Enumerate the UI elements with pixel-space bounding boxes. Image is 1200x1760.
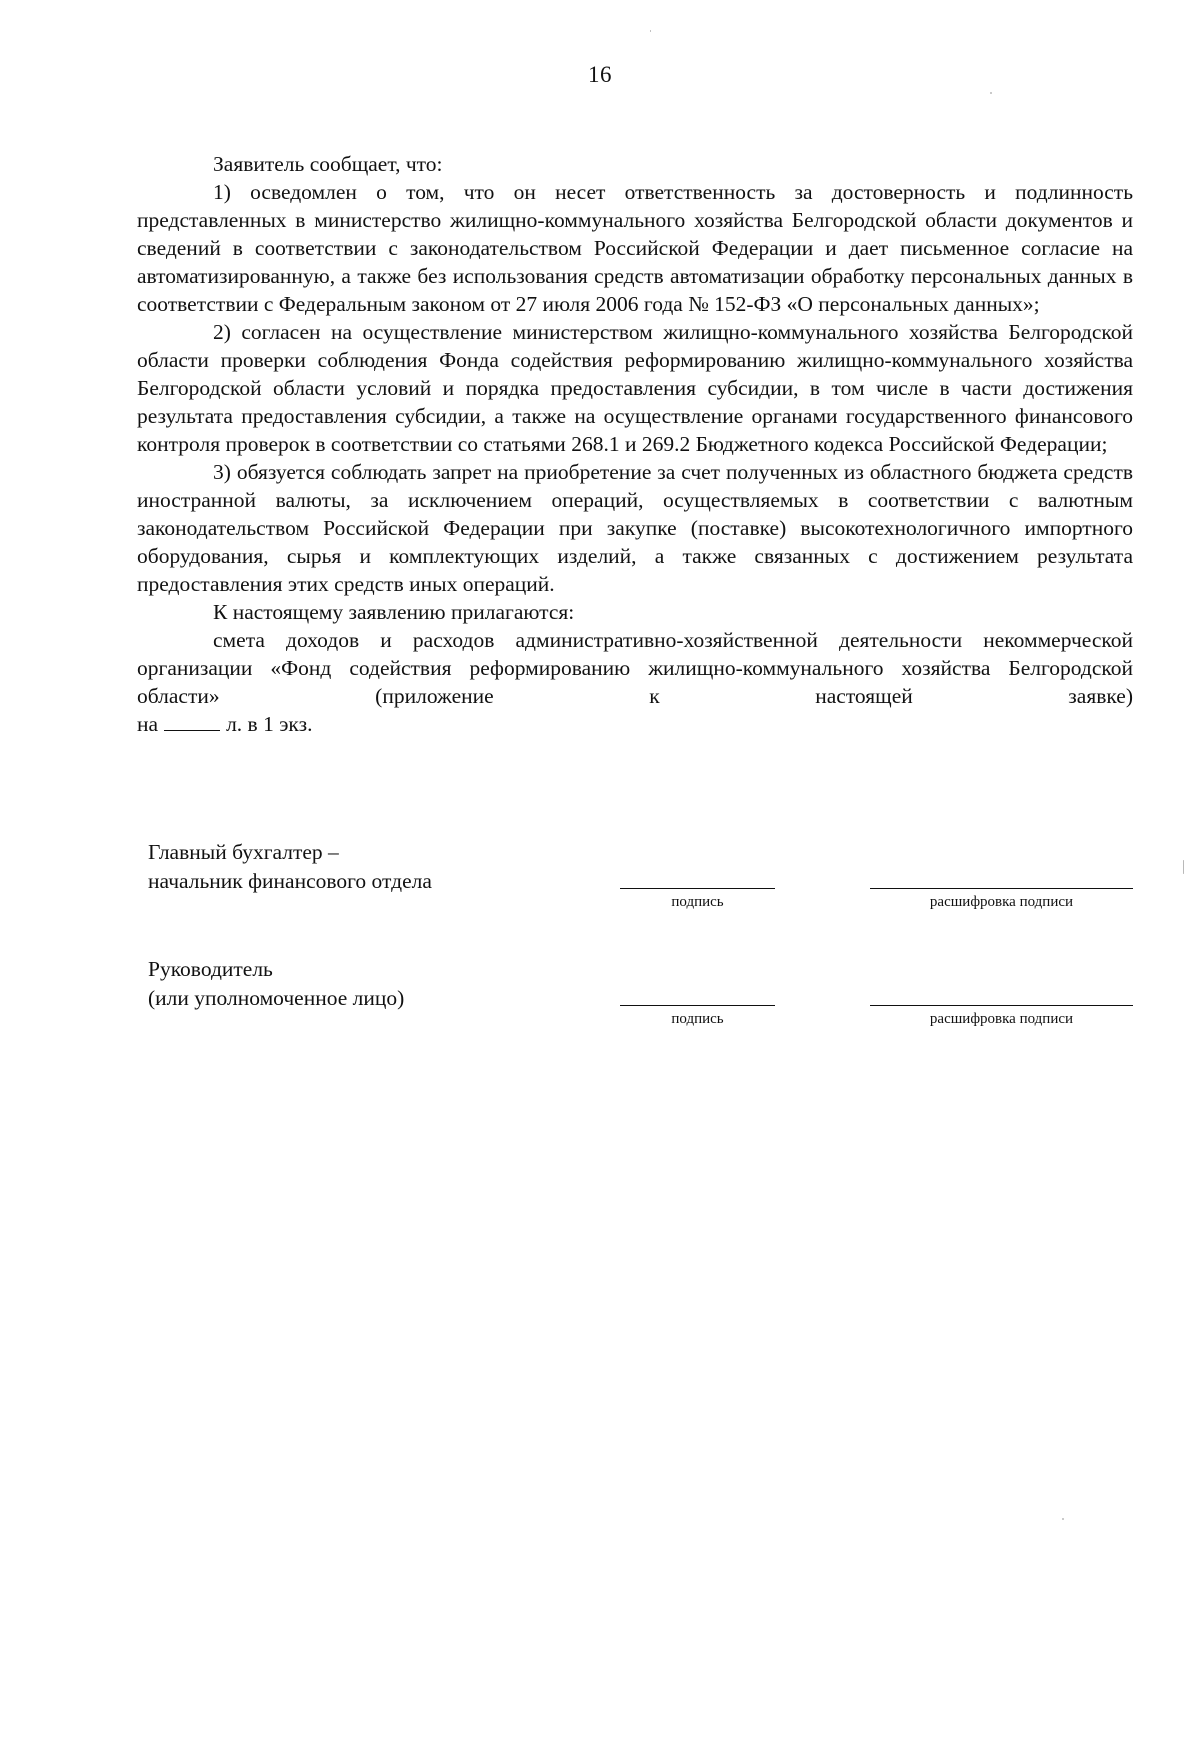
signature-caption: подпись bbox=[671, 894, 724, 910]
scan-speck bbox=[990, 92, 992, 94]
attachment-prefix: на bbox=[137, 712, 159, 736]
signature-decoding-line bbox=[870, 1005, 1133, 1006]
signature-block-head bbox=[148, 955, 1133, 1035]
item-1-paragraph: 1) осведомлен о том, что он несет ответственность за достоверность и подлинность представленных в министерство жилищно-коммунального хозяйства Белгородской области документов и сведений в соответствии с законодательством Российской Федерации и дает письменное согласие на автоматизированную, а также без использования средств автоматизации обработку персональных данных в соответствии с Федеральным законом от 27 июля 2006 года № 152-ФЗ «О персональных данных»; bbox=[137, 180, 1133, 316]
attachment-suffix: л. в 1 экз. bbox=[226, 712, 313, 736]
scan-speck bbox=[1183, 860, 1184, 874]
document-body bbox=[137, 150, 1133, 738]
scan-speck bbox=[1062, 1518, 1064, 1520]
signature-line bbox=[620, 1005, 775, 1006]
scan-speck bbox=[650, 30, 651, 32]
signature-block-chief-accountant bbox=[148, 838, 1133, 918]
signature-role-line-2: (или уполномоченное лицо) bbox=[148, 986, 405, 1010]
page-number: 16 bbox=[588, 62, 612, 87]
attachments-heading: К настоящему заявлению прилагаются: bbox=[213, 600, 575, 624]
attachment-paragraph: смета доходов и расходов административно-хозяйственной деятельности некоммерческой организации «Фонд содействия реформированию жилищно-коммунального хозяйства Белгородской области» (приложение к настоящей заявке) bbox=[137, 628, 1133, 708]
pages-count-blank bbox=[164, 712, 220, 731]
signature-role-line-1: Главный бухгалтер – bbox=[148, 840, 339, 864]
signature-role-line-1: Руководитель bbox=[148, 957, 273, 981]
signature-decoding-caption: расшифровка подписи bbox=[929, 1011, 1074, 1027]
signature-decoding-line bbox=[870, 888, 1133, 889]
intro-paragraph: Заявитель сообщает, что: bbox=[213, 152, 443, 176]
attachment-pages-line bbox=[137, 710, 1133, 738]
signature-caption: подпись bbox=[671, 1011, 724, 1027]
signature-decoding-caption: расшифровка подписи bbox=[929, 894, 1074, 910]
signature-role bbox=[148, 838, 432, 896]
signature-role bbox=[148, 955, 404, 1013]
item-3-paragraph: 3) обязуется соблюдать запрет на приобретение за счет полученных из областного бюджета средств иностранной валюты, за исключением операций, осуществляемых в соответствии с валютным законодательством Российской Федерации при закупке (поставке) высокотехнологичного импортного оборудования, сырья и комплектующих изделий, а также связанных с достижением результата предоставления этих средств иных операций. bbox=[137, 460, 1133, 596]
item-2-paragraph: 2) согласен на осуществление министерством жилищно-коммунального хозяйства Белгородской области проверки соблюдения Фонда содействия реформированию жилищно-коммунального хозяйства Белгородской области условий и порядка предоставления субсидии, в том числе в части достижения результата предоставления субсидии, а также на осуществление органами государственного финансового контроля проверок в соответствии со статьями 268.1 и 269.2 Бюджетного кодекса Российской Федерации; bbox=[137, 320, 1133, 456]
signature-line bbox=[620, 888, 775, 889]
signature-role-line-2: начальник финансового отдела bbox=[148, 869, 432, 893]
